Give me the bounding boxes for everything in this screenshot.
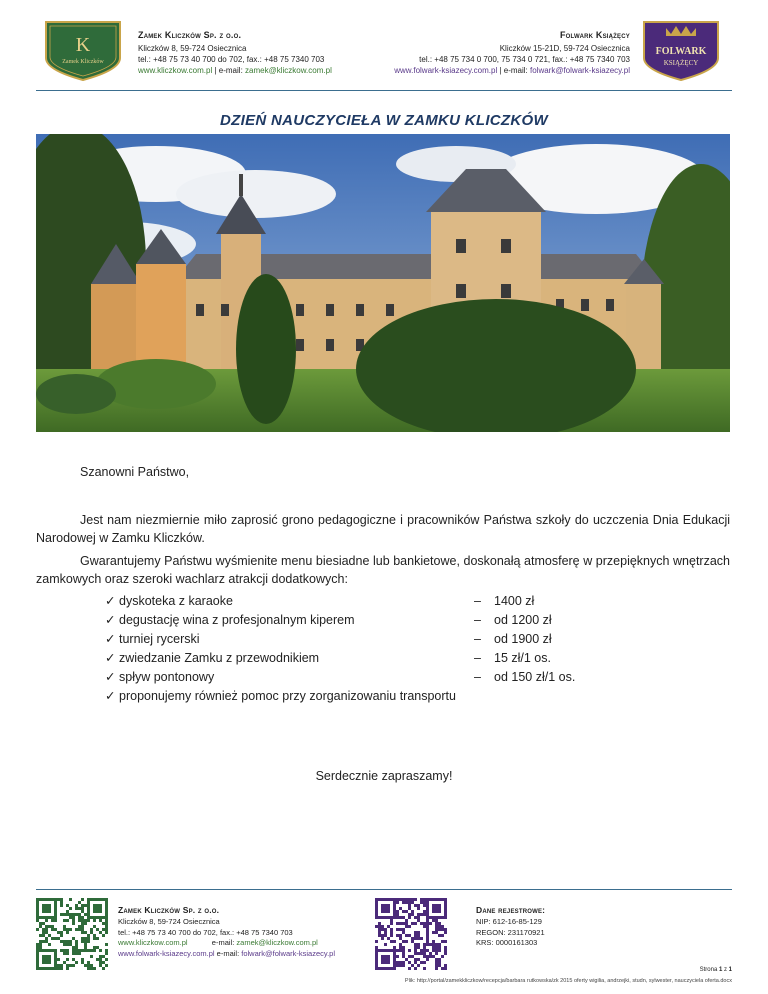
footer-line-web2: [118, 949, 358, 960]
check-icon: ✓: [105, 632, 116, 646]
svg-text:K: K: [75, 34, 91, 56]
check-icon: ✓: [105, 670, 116, 684]
offer-name: degustację wina z profesjonalnym kiperem: [119, 613, 355, 627]
registration-title: Dane rejestrowe:: [476, 905, 546, 915]
page-current: 1: [718, 967, 723, 973]
svg-text:Zamek Kliczków: Zamek Kliczków: [62, 59, 104, 65]
header-left-web-email: www.kliczkow.com.pl | e-mail: zamek@kliczkow.com.pl: [138, 66, 332, 75]
footer-email2-link[interactable]: folwark@folwark-ksiazecy.pl: [241, 948, 336, 958]
header-right-web-email: www.folwark-ksiazecy.com.pl | e-mail: folwark@folwark-ksiazecy.pl: [394, 66, 630, 75]
header-right-contact: [360, 30, 630, 76]
offer-name: dyskoteka z karaoke: [119, 594, 233, 608]
footer-email2-label: e-mail:: [216, 948, 240, 958]
check-icon: ✓: [105, 594, 116, 608]
offer-price: od 1200 zł: [494, 613, 552, 627]
offer-name: spływ pontonowy: [119, 670, 215, 684]
header-left-phone: tel.: +48 75 73 40 700 do 702, fax.: +48 75 7340 703: [138, 55, 325, 64]
header-right-phone: tel.: +48 75 734 0 700, 75 734 0 721, fax.: +48 75 7340 703: [419, 55, 630, 64]
krs-number: KRS: 0000161303: [476, 938, 538, 947]
offer-dash: –: [474, 651, 481, 665]
offer-price: 1400 zł: [494, 594, 535, 608]
header-right-email-label: e-mail:: [503, 66, 528, 75]
footer-company: Zamek Kliczków Sp. z o.o.: [118, 905, 220, 915]
page-label: Strona: [699, 967, 718, 973]
header-left-email-link[interactable]: zamek@kliczkow.com.pl: [245, 66, 332, 75]
castle-photo: [36, 134, 730, 432]
offer-item: [105, 668, 625, 687]
page-total: 1: [728, 967, 732, 973]
footer-line-web1: [118, 938, 358, 949]
qr-code-left: [36, 898, 108, 970]
closing-text: Serdecznie zapraszamy!: [315, 769, 453, 783]
footer-contact: [118, 905, 358, 959]
header-divider: [36, 90, 732, 91]
offer-item: [105, 611, 625, 630]
footer-phone: tel.: +48 75 73 40 700 do 702, fax.: +48 75 7340 703: [118, 927, 293, 937]
offer-item: [105, 687, 625, 706]
folwark-ksiazecy-logo: [638, 18, 724, 82]
offer-dash: –: [474, 594, 481, 608]
regon-number: REGON: 231170921: [476, 927, 545, 937]
footer-email1-link[interactable]: zamek@kliczkow.com.pl: [236, 938, 318, 947]
nip-number: NIP: 612-16-85-129: [476, 917, 542, 926]
header-right-address: Kliczków 15-21D, 59-724 Osiecznica: [499, 44, 630, 53]
header-left-address: Kliczków 8, 59-724 Osiecznica: [138, 44, 247, 53]
svg-text:FOLWARK: FOLWARK: [655, 46, 707, 57]
header-right-company: Folwark Książęcy: [559, 30, 630, 40]
offer-item: [105, 649, 625, 668]
offer-name: proponujemy również pomoc przy zorganizowaniu transportu: [119, 689, 456, 703]
greeting: Szanowni Państwo,: [80, 465, 190, 479]
paragraph-intro: Jest nam niezmiernie miło zaprosić grono pedagogiczne i pracowników Państwa szkoły do uczczenia Dnia Edukacji Narodowej w Zamku Kliczków.: [36, 513, 730, 545]
offer-price: od 1900 zł: [494, 632, 552, 646]
footer-divider: [36, 889, 732, 890]
offer-item: [105, 630, 625, 649]
page-title: DZIEŃ NAUCZYCIEŁA W ZAMKU KLICZKÓW: [220, 112, 548, 129]
footer-web1-link[interactable]: www.kliczkow.com.pl: [118, 938, 188, 947]
offer-name: turniej rycerski: [119, 632, 200, 646]
offer-item: [105, 592, 625, 611]
registration-data: [476, 905, 636, 949]
svg-text:KSIĄŻĘCY: KSIĄŻĘCY: [663, 59, 699, 67]
footer-email1-label: e-mail:: [211, 938, 235, 947]
offer-list: [105, 592, 625, 706]
qr-code-right: [375, 898, 447, 970]
offer-dash: –: [474, 670, 481, 684]
header-left-email-label: e-mail:: [218, 66, 243, 75]
header-right-email-link[interactable]: folwark@folwark-ksiazecy.pl: [530, 66, 630, 75]
offer-dash: –: [474, 632, 481, 646]
header-left-web-link[interactable]: www.kliczkow.com.pl: [138, 66, 213, 75]
offer-name: zwiedzanie Zamku z przewodnikiem: [119, 651, 320, 665]
paragraph-offer: Gwarantujemy Państwu wyśmienite menu biesiadne lub bankietowe, doskonałą atmosferę w przepięknych wnętrzach zamkowych oraz szeroki wachlarz atrakcji dodatkowych:: [36, 554, 730, 586]
offer-price: od 150 zł/1 os.: [494, 670, 576, 684]
file-path: Plik: http://portal/zamekkliczkow/recepcja/barbara rutkowska/zk 2015 oferty wigilia, andrzejki, studn, sylwester, nauczyciela oferta.docx: [404, 978, 732, 984]
header-left-company: Zamek Kliczków Sp. z o.o.: [138, 30, 242, 40]
check-icon: ✓: [105, 689, 116, 703]
check-icon: ✓: [105, 613, 116, 627]
header-left-contact: [138, 30, 378, 76]
offer-price: 15 zł/1 os.: [494, 651, 551, 665]
footer-web2-link[interactable]: www.folwark-ksiazecy.com.pl: [118, 948, 215, 958]
header-right-web-link[interactable]: www.folwark-ksiazecy.com.pl: [394, 66, 498, 75]
page-number: [700, 967, 732, 973]
footer-address: Kliczków 8, 59-724 Osiecznica: [118, 917, 220, 926]
check-icon: ✓: [105, 651, 116, 665]
offer-dash: –: [474, 613, 481, 627]
page-of: z: [723, 967, 727, 973]
zamek-kliczkow-logo: [40, 18, 126, 82]
